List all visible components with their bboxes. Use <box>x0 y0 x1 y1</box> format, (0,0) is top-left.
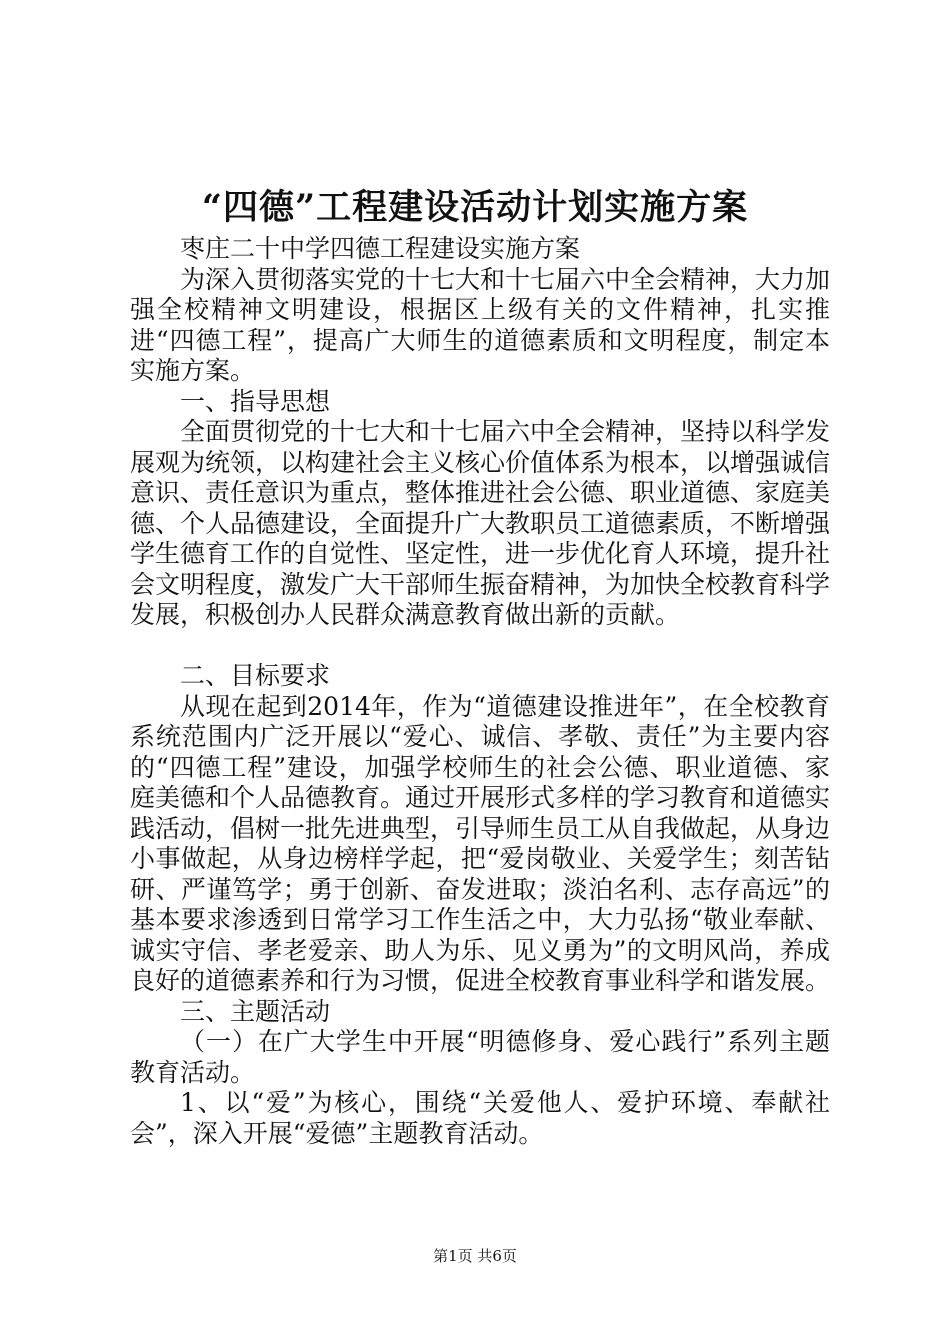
document-title: “四德”工程建设活动计划实施方案 <box>201 187 749 228</box>
goals-paragraph: 从现在起到2014年，作为“道德建设推进年”，在全校教育系统范围内广泛开展以“爱心、诚信、孝敬、责任”为主要内容的“四德工程”建设，加强学校师生的社会公德、职业道德、家庭美德和个人品德教育。通过开展形式多样的学习教育和道德实践活动，倡树一批先进典型，引导师生员工从自我做起，从身边小事做起，从身边榜样学起，把“爱岗敬业、关爱学生；刻苦钻研、严谨笃学；勇于创新、奋发进取；淡泊名利、志存高远”的基本要求渗透到日常学习工作生活之中，大力弘扬“敬业奉献、诚实守信、孝老爱亲、助人为乐、见义勇为”的文明风尚，养成良好的道德素养和行为习惯，促进全校教育事业科学和谐发展。 <box>130 691 831 995</box>
intro-paragraph: 为深入贯彻落实党的十七大和十七届六中全会精神，大力加强全校精神文明建设，根据区上级有关的文件精神，扎实推进“四德工程”，提高广大师生的道德素质和文明程度，制定本实施方案。 <box>130 264 831 385</box>
section-heading-theme-activities: 三、主题活动 <box>180 996 331 1026</box>
school-plan-subtitle: 枣庄二十中学四德工程建设实施方案 <box>180 234 581 263</box>
section-heading-guiding-ideology: 一、指导思想 <box>180 386 331 416</box>
activity-subitem-1-paragraph: 1、以“爱”为核心，围绕“关爱他人、爱护环境、奉献社会”，深入开展“爱德”主题教育活动。 <box>130 1088 830 1148</box>
page-footer: 第1页 共6页 <box>433 1247 517 1265</box>
guiding-ideology-paragraph: 全面贯彻党的十七大和十七届六中全会精神，坚持以科学发展观为统领，以构建社会主义核心价值体系为根本，以增强诚信意识、责任意识为重点，整体推进社会公德、职业道德、家庭美德、个人品德建设，全面提升广大教职员工道德素质，不断增强学生德育工作的自觉性、坚定性，进一步优化育人环境，提升社会文明程度，激发广大干部师生振奋精神，为加快全校教育科学发展，积极创办人民群众满意教育做出新的贡献。 <box>130 417 831 629</box>
activity-item-1-paragraph: （一）在广大学生中开展“明德修身、爱心践行”系列主题教育活动。 <box>130 1027 830 1087</box>
section-heading-goals: 二、目标要求 <box>180 661 331 690</box>
document-body <box>130 234 830 1149</box>
paragraph-spacer <box>130 631 830 662</box>
